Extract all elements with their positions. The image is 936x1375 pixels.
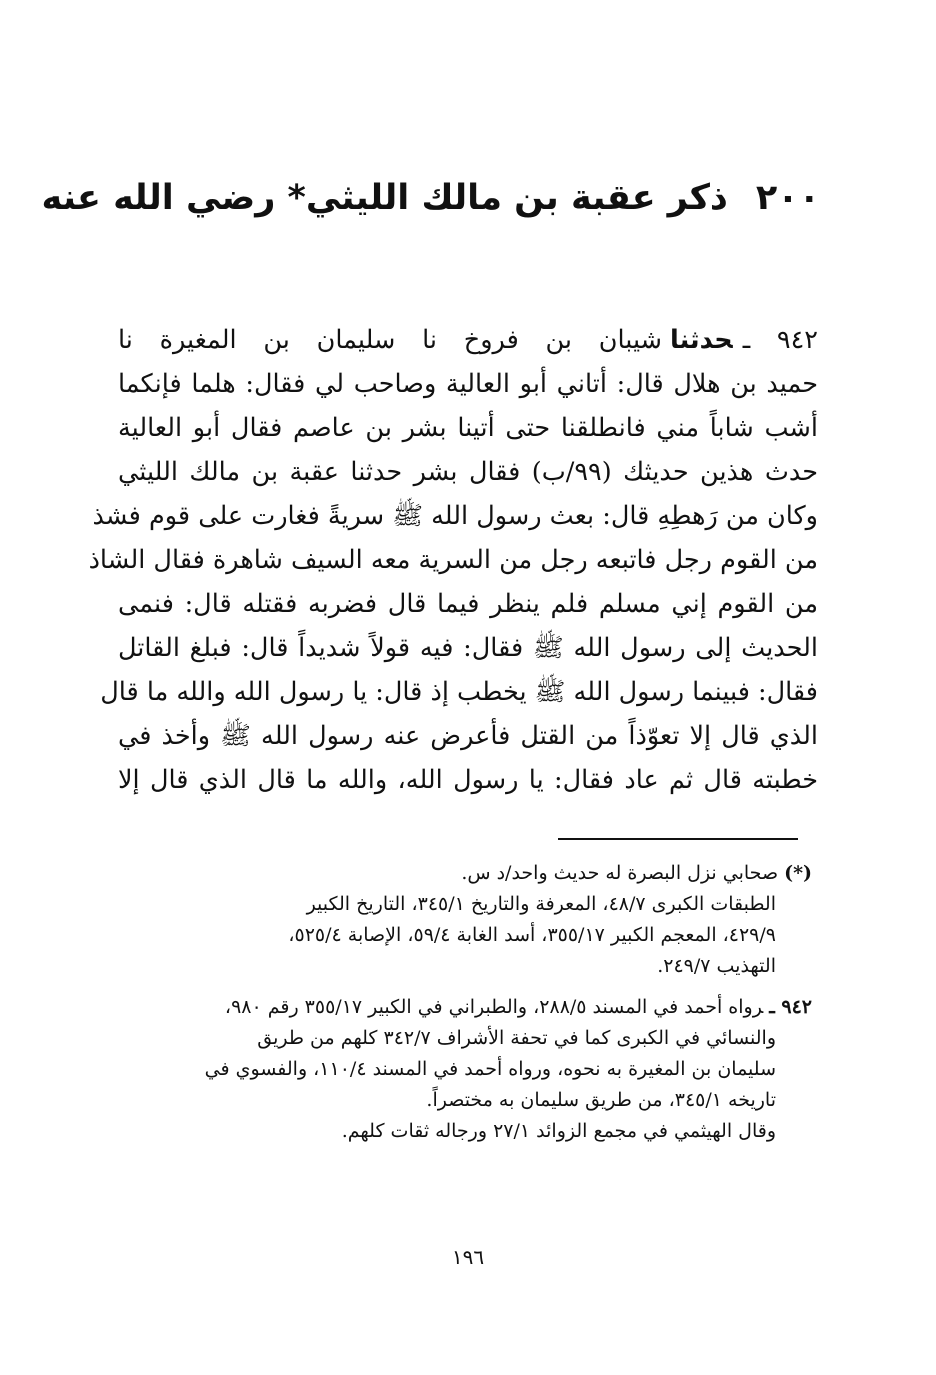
hadith-line: من القوم إني مسلم فلم ينظر فيما قال فضربه فقتله قال: فنمى: [118, 589, 818, 619]
footnote-line: [118, 858, 818, 889]
footnotes: [118, 858, 818, 1157]
footnote-line: الطبقات الكبرى ٤٨/٧، المعرفة والتاريخ ٣٤٥/١، التاريخ الكبير: [306, 893, 776, 915]
footnote-separator: [558, 838, 798, 840]
footnote-mark: (*): [784, 862, 812, 884]
footnote-line: ٤٢٩/٩، المعجم الكبير ٣٥٥/١٧، أسد الغابة ٥٩/٤، الإصابة ٥٢٥/٤،: [288, 924, 776, 946]
hadith-line: [118, 318, 818, 362]
hadith-number: ٩٤٢ ـ: [742, 325, 818, 355]
page-number: ١٩٦: [451, 1245, 485, 1269]
chapter-heading: [41, 168, 820, 228]
hadith-line: فقال: فبينما رسول الله ﷺ يخطب إذ قال: يا رسول الله والله ما قال: [100, 677, 818, 707]
footnote-line: [118, 992, 818, 1023]
footnote-mark: ٩٤٢ ـ: [769, 996, 812, 1018]
hadith-line: الحديث إلى رسول الله ﷺ فقال: فيه قولاً شديداً قال: فبلغ القاتل: [118, 633, 818, 663]
hadith-line: وكان من رَهطِهِ قال: بعث رسول الله ﷺ سريةً فغارت على قوم فشذ: [92, 501, 818, 531]
hadith-keyword: حدثنا: [670, 325, 733, 355]
hadith-line: خطبته قال ثم عاد فقال: يا رسول الله، والله ما قال الذي قال إلا: [118, 765, 818, 795]
footnote-line: تاريخه ٣٤٥/١، من طريق سليمان به مختصراً.: [426, 1089, 776, 1111]
footnote-line: سليمان بن المغيرة به نحوه، ورواه أحمد في المسند ١١٠/٤، والفسوي في: [204, 1058, 776, 1080]
footnote-line: التهذيب ٢٤٩/٧.: [657, 955, 776, 977]
footnote-line-text: صحابي نزل البصرة له حديث واحد/د س.: [461, 862, 779, 884]
hadith-line: حميد بن هلال قال: أتاني أبو العالية وصاحب لي فقال: هلما فإنكما: [118, 369, 818, 399]
hadith-text: [88, 318, 818, 802]
hadith-line: أشب شاباً مني فانطلقنا حتى أتينا بشر بن عاصم فقال أبو العالية: [118, 413, 818, 443]
chapter-title-text: ذكر عقبة بن مالك الليثي* رضي الله عنه: [41, 178, 728, 218]
hadith-line: حدث هذين حديثك (٩٩/ب) فقال بشر حدثنا عقبة بن مالك الليثي: [118, 457, 818, 487]
hadith-line: الذي قال إلا تعوّذاً من القتل فأعرض عنه رسول الله ﷺ وأخذ في: [118, 721, 818, 751]
footnote-line: وقال الهيثمي في مجمع الزوائد ٢٧/١ ورجاله ثقات كلهم.: [341, 1120, 776, 1142]
footnote-biography: [118, 858, 818, 982]
footnote-takhrij: [118, 992, 818, 1147]
footnote-line: والنسائي في الكبرى كما في تحفة الأشراف ٣٤٢/٧ كلهم من طريق: [257, 1027, 776, 1049]
hadith-line-text: شيبان بن فروخ نا سليمان بن المغيرة نا: [118, 325, 663, 355]
footnote-line-text: رواه أحمد في المسند ٢٨٨/٥، والطبراني في الكبير ٣٥٥/١٧ رقم ٩٨٠،: [224, 996, 764, 1018]
chapter-number: ٢٠٠: [755, 178, 820, 218]
hadith-line: من القوم رجل فاتبعه رجل من السرية معه السيف شاهرة فقال الشاذ: [88, 545, 818, 575]
